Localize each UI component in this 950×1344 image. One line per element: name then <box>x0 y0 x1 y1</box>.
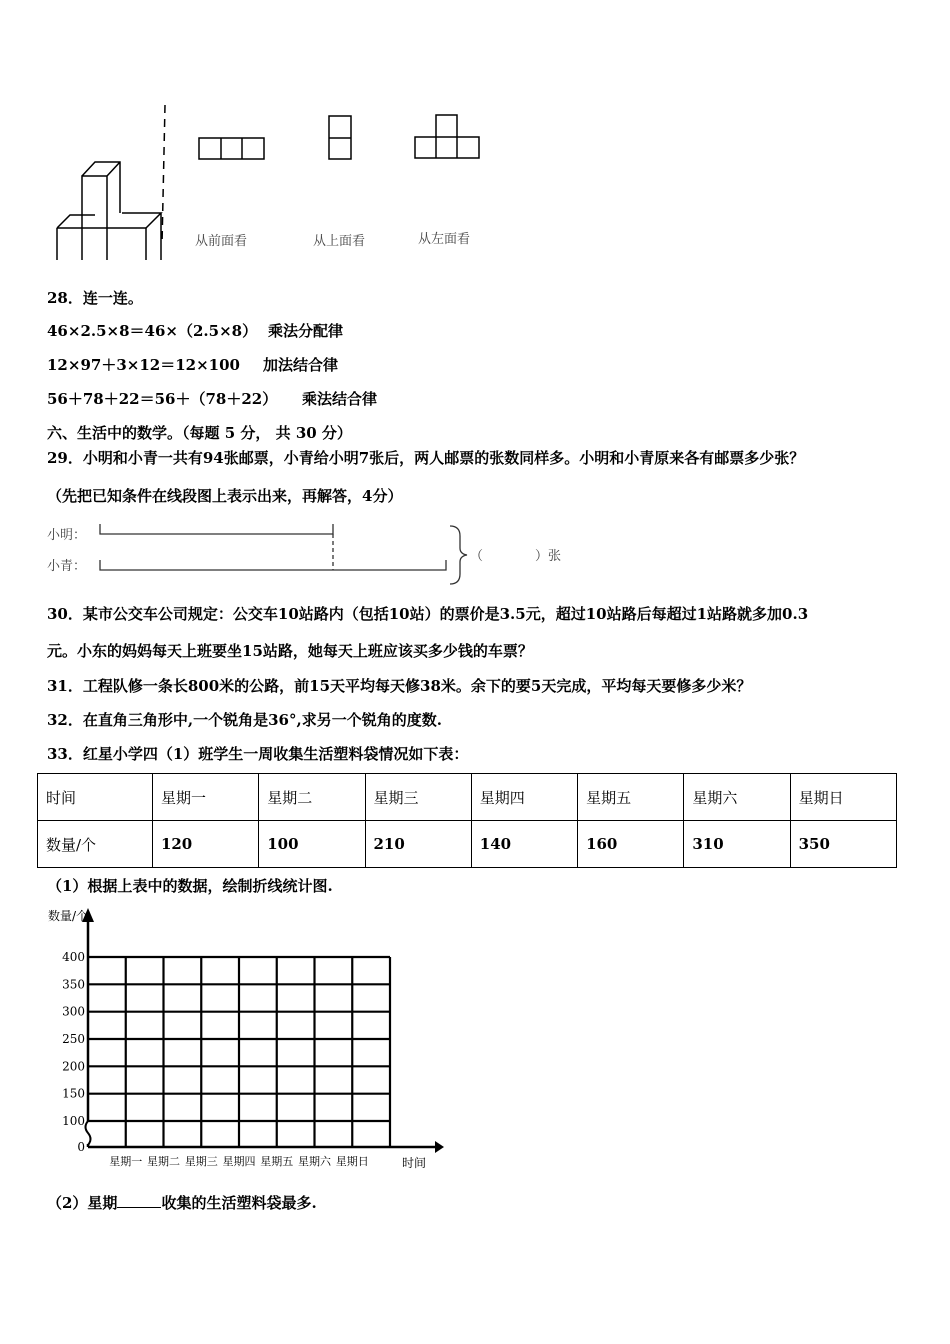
q32-text: 32．在直角三角形中,一个锐角是36°,求另一个锐角的度数. <box>47 711 442 729</box>
dashed-divider <box>162 105 165 245</box>
table-cell: 星期日 <box>790 774 896 821</box>
y-tick-label: 250 <box>62 1032 85 1046</box>
table-cell: 100 <box>259 821 365 868</box>
x-tick-label: 星期六 <box>298 1155 331 1168</box>
y-tick-label: 150 <box>62 1086 85 1101</box>
plastic-bag-table <box>37 773 897 868</box>
view-label-front: 从前面看 <box>195 234 248 249</box>
brace <box>450 526 467 584</box>
table-cell: 星期六 <box>684 774 790 821</box>
table-cell: 时间 <box>38 774 153 821</box>
q31-text: 31．工程队修一条长800米的公路，前15天平均每天修38米。余下的要5天完成，平均每天要修多少米？ <box>47 677 752 695</box>
y-tick-label: 0 <box>77 1140 85 1154</box>
line-chart-grid <box>40 900 460 1180</box>
q33-text: 33．红星小学四（1）班学生一周收集生活塑料袋情况如下表： <box>47 745 469 763</box>
q28-title: 28．连一连。 <box>47 289 143 307</box>
q28-expr-1: 46×2.5×8＝46×（2.5×8） <box>47 322 258 340</box>
top-view <box>329 116 351 159</box>
table-row <box>38 821 897 868</box>
x-tick-label: 星期四 <box>222 1155 256 1168</box>
q30-line1: 30．某市公交车公司规定：公交车10站路内（包括10站）的票价是3.5元，超过10站路后每超过1站路就多加0.3 <box>47 605 809 623</box>
table-cell: 数量/个 <box>38 821 153 868</box>
table-cell: 星期四 <box>471 774 577 821</box>
table-cell: 120 <box>152 821 258 868</box>
table-header-row <box>38 774 897 821</box>
table-cell: 140 <box>471 821 577 868</box>
line-segment-diagram <box>95 518 475 588</box>
front-view <box>199 138 264 159</box>
q28-law-1: 乘法分配律 <box>268 322 344 340</box>
x-tick-label: 星期一 <box>109 1155 143 1168</box>
q29-note: （先把已知条件在线段图上表示出来，再解答，4分） <box>47 487 403 505</box>
q33-sub1: （1）根据上表中的数据，绘制折线统计图. <box>47 877 333 895</box>
q28-law-3: 乘法结合律 <box>302 390 378 408</box>
q28-expr-3: 56＋78＋22＝56＋（78＋22） <box>47 390 278 408</box>
y-tick-label: 350 <box>62 977 85 992</box>
x-tick-label: 星期五 <box>260 1155 294 1168</box>
x-tick-label: 星期三 <box>184 1155 218 1168</box>
table-cell: 310 <box>684 821 790 868</box>
view-label-top: 从上面看 <box>313 234 366 249</box>
x-axis-label: 时间 <box>402 1156 427 1170</box>
table-cell: 350 <box>790 821 896 868</box>
table-cell: 星期二 <box>259 774 365 821</box>
y-tick-label: 200 <box>62 1059 85 1074</box>
xiaoming-label: 小明： <box>47 528 87 543</box>
sub2-suffix: 收集的生活塑料袋最多. <box>161 1194 317 1212</box>
table-cell: 160 <box>578 821 684 868</box>
table-cell: 210 <box>365 821 471 868</box>
y-tick-label: 100 <box>62 1114 85 1128</box>
y-tick-label: 400 <box>62 950 85 964</box>
axis-break <box>86 1121 91 1145</box>
y-axis-label: 数量/个 <box>48 909 89 923</box>
answer-blank[interactable] <box>117 1207 161 1208</box>
q28-law-2: 加法结合律 <box>263 356 339 374</box>
table-cell: 星期五 <box>578 774 684 821</box>
x-tick-label: 星期二 <box>147 1155 180 1168</box>
left-view <box>415 115 479 158</box>
q29-text: 29．小明和小青一共有94张邮票，小青给小明7张后，两人邮票的张数同样多。小明和小青原来各有邮票多少张？ <box>47 449 805 467</box>
y-tick-label: 300 <box>62 1004 85 1019</box>
table-cell: 星期三 <box>365 774 471 821</box>
q28-expr-2: 12×97＋3×12＝12×100 <box>47 356 240 374</box>
x-axis-arrow <box>435 1141 444 1153</box>
table-cell: 星期一 <box>152 774 258 821</box>
q30-line2: 元。小东的妈妈每天上班要坐15站路，她每天上班应该买多少钱的车票？ <box>47 642 533 660</box>
view-label-left: 从左面看 <box>418 232 471 247</box>
q33-sub2 <box>47 1192 317 1213</box>
section-6-heading: 六、生活中的数学。（每题 5 分， 共 30 分） <box>47 424 352 442</box>
xiaoqing-label: 小青： <box>47 559 87 574</box>
cube-stack-drawing <box>57 162 161 260</box>
sub2-prefix: （2）星期 <box>47 1194 118 1212</box>
answer-bracket: （ ）张 <box>470 549 562 564</box>
x-tick-label: 星期日 <box>335 1155 369 1168</box>
